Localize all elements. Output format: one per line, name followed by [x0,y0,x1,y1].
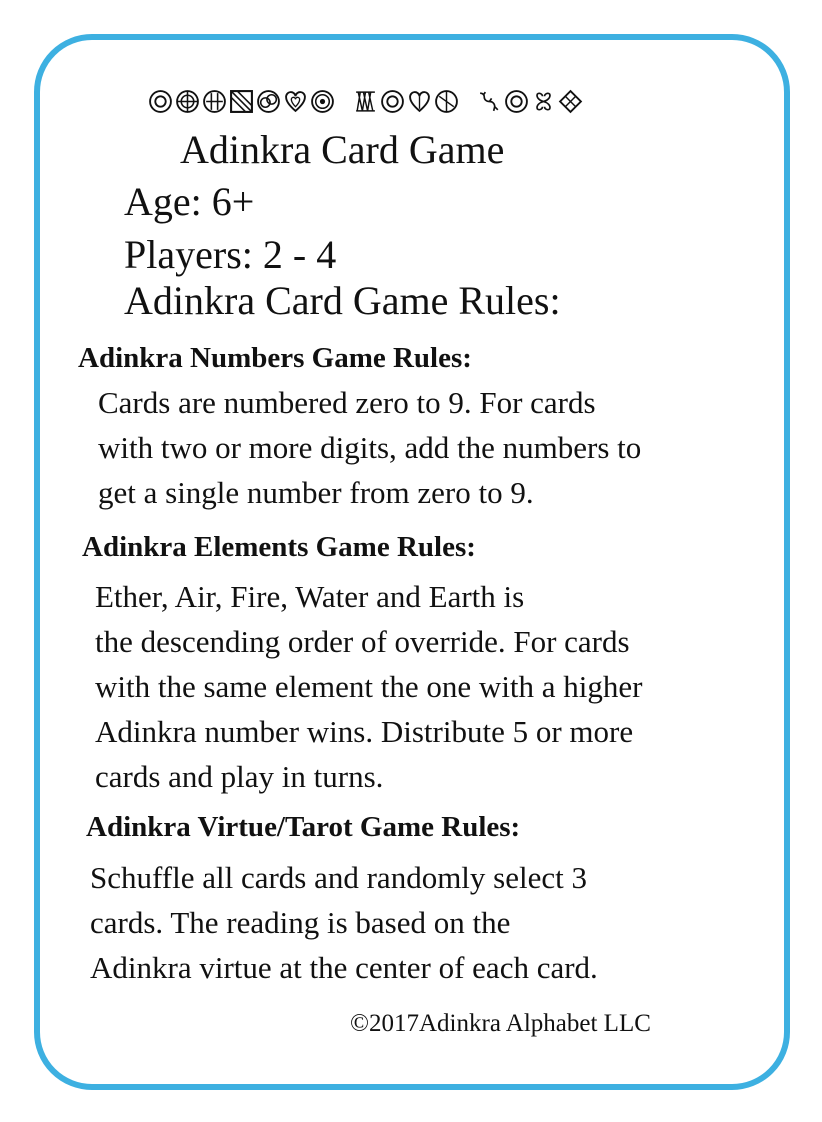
rules-line: Schuffle all cards and randomly select 3 [90,860,587,895]
age-label: Age: 6+ [124,179,255,224]
virtue-tarot-rules-body [90,855,780,990]
heart-spade-icon [283,89,308,114]
circle-cross-icon [175,89,200,114]
double-ring-icon [310,89,335,114]
virtue-tarot-rules-title: Adinkra Virtue/Tarot Game Rules: [86,811,521,843]
copyright-notice: ©2017Adinkra Alphabet LLC [350,1010,651,1037]
ring-icon [380,89,405,114]
game-title: Adinkra Card Game [180,127,505,172]
rules-line: with two or more digits, add the numbers to [98,430,642,465]
rules-line: Adinkra number wins. Distribute 5 or more [95,714,634,749]
heart-icon [407,89,432,114]
circle-bars-icon [202,89,227,114]
rules-line: Cards are numbered zero to 9. For cards [98,385,596,420]
ladder-icon [353,89,378,114]
elements-rules-body [95,574,785,799]
interlocked-circles-icon [256,89,281,114]
numbers-rules-body [98,380,778,515]
rules-line: get a single number from zero to 9. [98,475,534,510]
rules-line: Ether, Air, Fire, Water and Earth is [95,579,525,614]
rules-heading: Adinkra Card Game Rules: [124,278,561,323]
adinkra-symbol-row [148,84,601,118]
rules-line: Adinkra virtue at the center of each card. [90,950,598,985]
rules-line: with the same element the one with a higher [95,669,643,704]
sankofa-icon [477,89,502,114]
rules-line: the descending order of override. For cards [95,624,630,659]
circle-split-icon [434,89,459,114]
players-label: Players: 2 - 4 [124,232,337,277]
ring-icon [504,89,529,114]
square-diagonal-icon [229,89,254,114]
rules-line: cards and play in turns. [95,759,384,794]
diamond-knot-icon [558,89,583,114]
elements-rules-title: Adinkra Elements Game Rules: [82,531,476,563]
symbol-group-2 [353,89,461,114]
rules-line: cards. The reading is based on the [90,905,511,940]
four-curls-icon [531,89,556,114]
circle-ring-icon [148,89,173,114]
symbol-group-1 [148,89,337,114]
symbol-group-3 [477,89,585,114]
numbers-rules-title: Adinkra Numbers Game Rules: [78,342,472,374]
